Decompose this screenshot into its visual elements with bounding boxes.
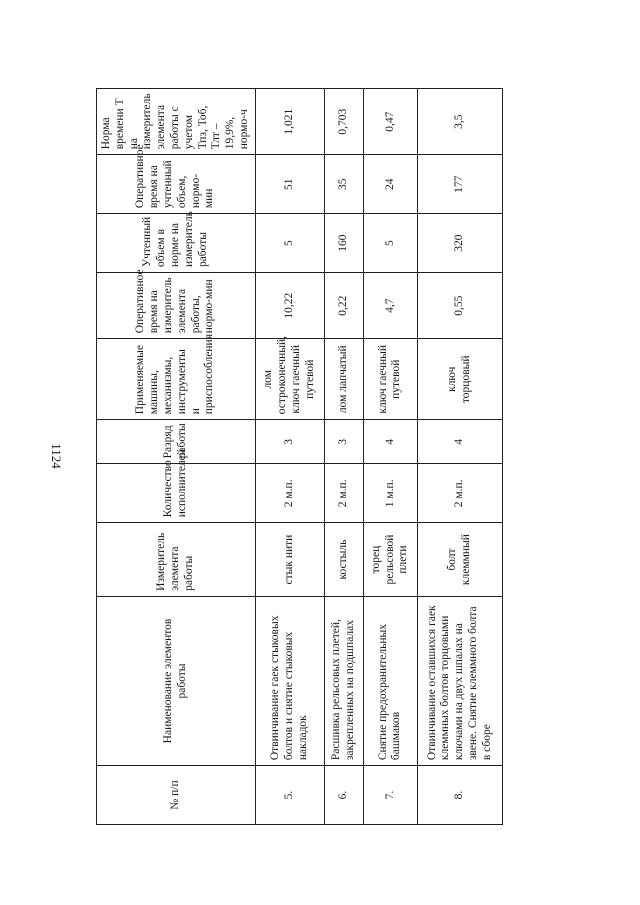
grade-cell: 3 xyxy=(255,420,325,464)
row-number: 8. xyxy=(418,766,503,825)
executors-cell: 1 м.п. xyxy=(363,464,417,523)
table-stage xyxy=(96,88,503,825)
unit-cell: болт клеммный xyxy=(418,523,503,597)
tools-cell: ключ гаечный путевой xyxy=(363,339,417,420)
page-number: 1124 xyxy=(49,443,64,469)
time-norm-cell: 0,703 xyxy=(325,89,364,155)
operative-time-volume-cell: 177 xyxy=(418,155,503,214)
operative-time-volume-cell: 35 xyxy=(325,155,364,214)
tools-cell: лом остроконечный, ключ гаечный путевой xyxy=(255,339,325,420)
header-operative-time: Оперативное время на измеритель элемента работы, нормо-мин xyxy=(97,273,256,339)
table-row xyxy=(325,89,364,825)
executors-cell: 2 м.п. xyxy=(418,464,503,523)
header-work-element: Наименование элементов работы xyxy=(97,596,256,765)
header-executors: Количество исполнителей xyxy=(97,464,256,523)
row-number: 7. xyxy=(363,766,417,825)
grade-cell: 4 xyxy=(363,420,417,464)
table-row xyxy=(363,89,417,825)
norms-table xyxy=(96,88,503,825)
header-operative-time-volume: Оперативное время на учтенный объем, нормо-мин xyxy=(97,155,256,214)
header-tools: Применяемые машины, механизмы, инструменты и приспособления xyxy=(97,339,256,420)
work-element-name: Расшивка рельсовых плетей, закрепленных на подшпалах xyxy=(325,596,364,765)
unit-cell: стык нити xyxy=(255,523,325,597)
tools-cell: лом лапчатый xyxy=(325,339,364,420)
grade-cell: 3 xyxy=(325,420,364,464)
operative-time-cell: 4,7 xyxy=(363,273,417,339)
operative-time-volume-cell: 24 xyxy=(363,155,417,214)
operative-time-cell: 10,22 xyxy=(255,273,325,339)
header-volume: Учтенный объем в норме на измеритель работы xyxy=(97,214,256,273)
volume-cell: 5 xyxy=(255,214,325,273)
operative-time-volume-cell: 51 xyxy=(255,155,325,214)
time-norm-cell: 0,47 xyxy=(363,89,417,155)
grade-cell: 4 xyxy=(418,420,503,464)
volume-cell: 160 xyxy=(325,214,364,273)
work-element-name: Снятие предохранительных башмаков xyxy=(363,596,417,765)
header-grade: Разряд работы xyxy=(97,420,256,464)
header-unit: Измеритель элемента работы xyxy=(97,523,256,597)
executors-cell: 2 м.п. xyxy=(325,464,364,523)
row-number: 5. xyxy=(255,766,325,825)
time-norm-cell: 1,021 xyxy=(255,89,325,155)
header-row xyxy=(97,89,256,825)
table-row xyxy=(255,89,325,825)
row-number: 6. xyxy=(325,766,364,825)
time-norm-cell: 3,5 xyxy=(418,89,503,155)
header-number: № п/п xyxy=(97,766,256,825)
volume-cell: 320 xyxy=(418,214,503,273)
unit-cell: торец рельсовой плети xyxy=(363,523,417,597)
rotated-table-wrapper xyxy=(96,88,503,825)
operative-time-cell: 0,22 xyxy=(325,273,364,339)
header-time-norm: Норма времени Т на измеритель элемента работы с учетом Тпз, Тоб, Тлт – 19,9%, нормо-ч xyxy=(97,89,256,155)
work-element-name: Отвинчивание оставшихся гаек клеммных болтов торцовыми ключами на двух шпалах на звене. Снятие клеммного болта в сборе xyxy=(418,596,503,765)
volume-cell: 5 xyxy=(363,214,417,273)
executors-cell: 2 м.п. xyxy=(255,464,325,523)
unit-cell: костыль xyxy=(325,523,364,597)
tools-cell: ключ торцовый xyxy=(418,339,503,420)
table-row xyxy=(418,89,503,825)
work-element-name: Отвинчивание гаек стыковых болтов и снятие стыковых накладок xyxy=(255,596,325,765)
operative-time-cell: 0,55 xyxy=(418,273,503,339)
